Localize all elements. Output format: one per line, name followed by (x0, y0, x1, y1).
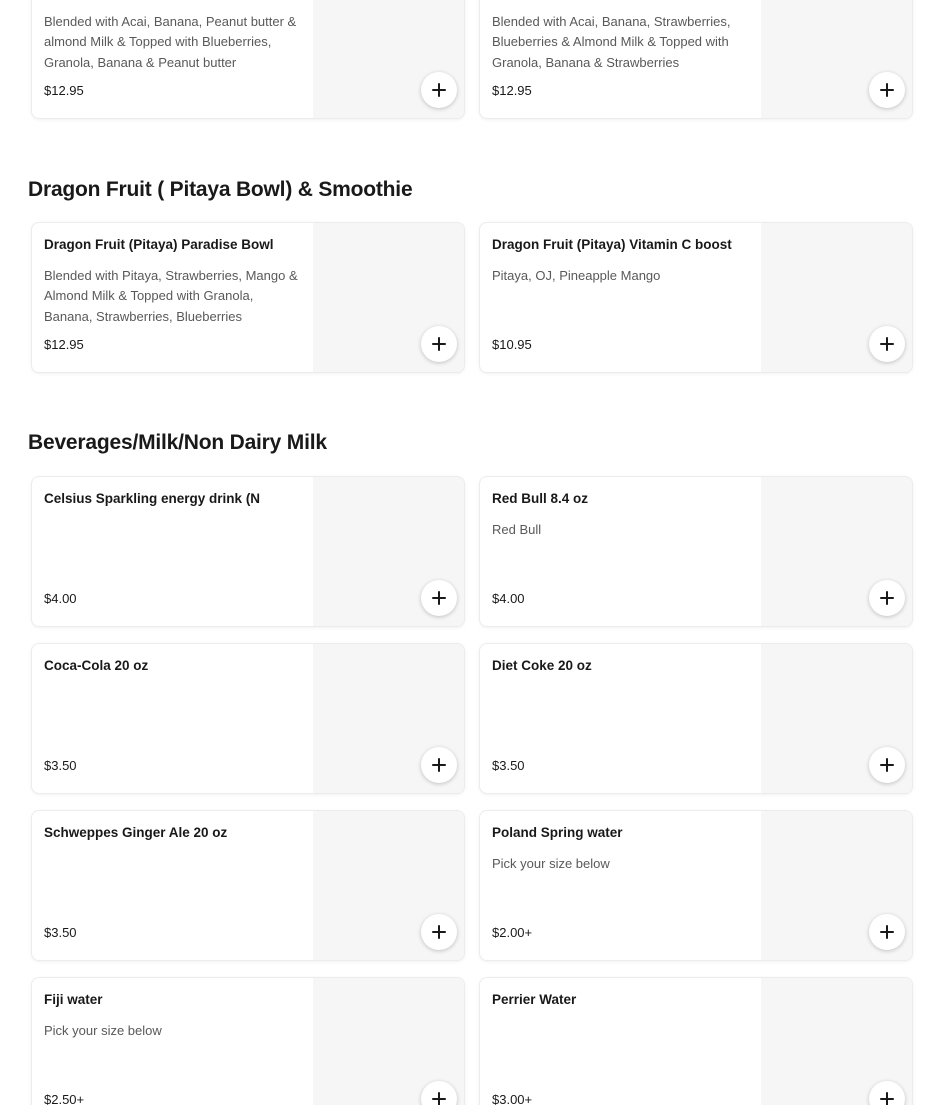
menu-item-name: Schweppes Ginger Ale 20 oz (44, 825, 228, 840)
plus-icon (880, 337, 894, 351)
plus-icon (880, 758, 894, 772)
menu-item-card[interactable] (479, 643, 913, 794)
add-to-cart-button[interactable] (869, 914, 905, 950)
menu-item-card[interactable] (31, 222, 465, 373)
menu-item-name: Poland Spring water (492, 825, 623, 840)
plus-icon (432, 337, 446, 351)
menu-item-info (44, 223, 306, 372)
menu-item-price: $3.50 (44, 925, 77, 940)
menu-item-description: Pick your size below (44, 1023, 162, 1038)
plus-icon (432, 83, 446, 97)
menu-item-description: Pick your size below (492, 856, 610, 871)
menu-item-description: Pitaya, OJ, Pineapple Mango (492, 268, 661, 283)
add-to-cart-button[interactable] (869, 580, 905, 616)
menu-item-info (492, 978, 754, 1105)
add-to-cart-button[interactable] (421, 72, 457, 108)
menu-item-price: $2.00+ (492, 925, 533, 940)
menu-item-info (492, 477, 754, 626)
menu-item-card[interactable] (31, 0, 465, 119)
menu-item-description: Blended with Pitaya, Strawberries, Mango & Almond Milk & Topped with Granola, Banana, Strawberries, Blueberries (44, 268, 298, 324)
menu-item-info (492, 811, 754, 960)
menu-item-name: Fiji water (44, 992, 103, 1007)
menu-item-price: $12.95 (44, 337, 84, 352)
menu-item-info (44, 978, 306, 1105)
section-title: Dragon Fruit ( Pitaya Bowl) & Smoothie (28, 178, 413, 201)
menu-item-card[interactable] (479, 476, 913, 627)
menu-item-card[interactable] (479, 222, 913, 373)
section-title: Beverages/Milk/Non Dairy Milk (28, 431, 327, 454)
add-to-cart-button[interactable] (869, 326, 905, 362)
menu-item-price: $3.50 (492, 758, 525, 773)
add-to-cart-button[interactable] (421, 326, 457, 362)
menu-item-name: Celsius Sparkling energy drink (N (44, 491, 261, 506)
menu-item-name: Red Bull 8.4 oz (492, 491, 589, 506)
plus-icon (880, 925, 894, 939)
menu-item-info (44, 0, 306, 118)
menu-item-description: Blended with Acai, Banana, Peanut butter & almond Milk & Topped with Blueberries, Granola, Banana & Peanut butter (44, 14, 297, 70)
menu-item-price: $4.00 (492, 591, 525, 606)
menu-item-info (492, 644, 754, 793)
menu-item-price: $12.95 (44, 83, 84, 98)
plus-icon (880, 83, 894, 97)
menu-item-price: $12.95 (492, 83, 532, 98)
menu-item-price: $3.50 (44, 758, 77, 773)
menu-item-description: Blended with Acai, Banana, Strawberries, Blueberries & Almond Milk & Topped with Granola, Banana & Strawberries (492, 14, 731, 70)
menu-item-card[interactable] (479, 977, 913, 1105)
menu-item-name: Diet Coke 20 oz (492, 658, 592, 673)
menu-item-price: $3.00+ (492, 1092, 533, 1105)
menu-item-card[interactable] (31, 643, 465, 794)
menu-item-info (44, 477, 306, 626)
plus-icon (432, 591, 446, 605)
plus-icon (432, 925, 446, 939)
menu-item-card[interactable] (31, 476, 465, 627)
menu-item-card[interactable] (479, 810, 913, 961)
menu-item-name: Dragon Fruit (Pitaya) Vitamin C boost (492, 237, 732, 252)
menu-item-info (44, 811, 306, 960)
menu-item-card[interactable] (31, 810, 465, 961)
add-to-cart-button[interactable] (869, 747, 905, 783)
plus-icon (880, 591, 894, 605)
menu-item-name: Coca-Cola 20 oz (44, 658, 149, 673)
add-to-cart-button[interactable] (421, 747, 457, 783)
menu-item-info (492, 0, 754, 118)
plus-icon (432, 1092, 446, 1105)
add-to-cart-button[interactable] (421, 580, 457, 616)
plus-icon (880, 1092, 894, 1105)
menu-item-price: $10.95 (492, 337, 532, 352)
menu-item-card[interactable] (31, 977, 465, 1105)
menu-item-name: Perrier Water (492, 992, 577, 1007)
menu-item-card[interactable] (479, 0, 913, 119)
menu-item-price: $2.50+ (44, 1092, 85, 1105)
add-to-cart-button[interactable] (869, 72, 905, 108)
menu-item-description: Red Bull (492, 522, 542, 537)
menu-item-name: Dragon Fruit (Pitaya) Paradise Bowl (44, 237, 274, 252)
add-to-cart-button[interactable] (421, 914, 457, 950)
menu-item-info (44, 644, 306, 793)
plus-icon (432, 758, 446, 772)
menu-item-price: $4.00 (44, 591, 77, 606)
menu-item-info (492, 223, 754, 372)
